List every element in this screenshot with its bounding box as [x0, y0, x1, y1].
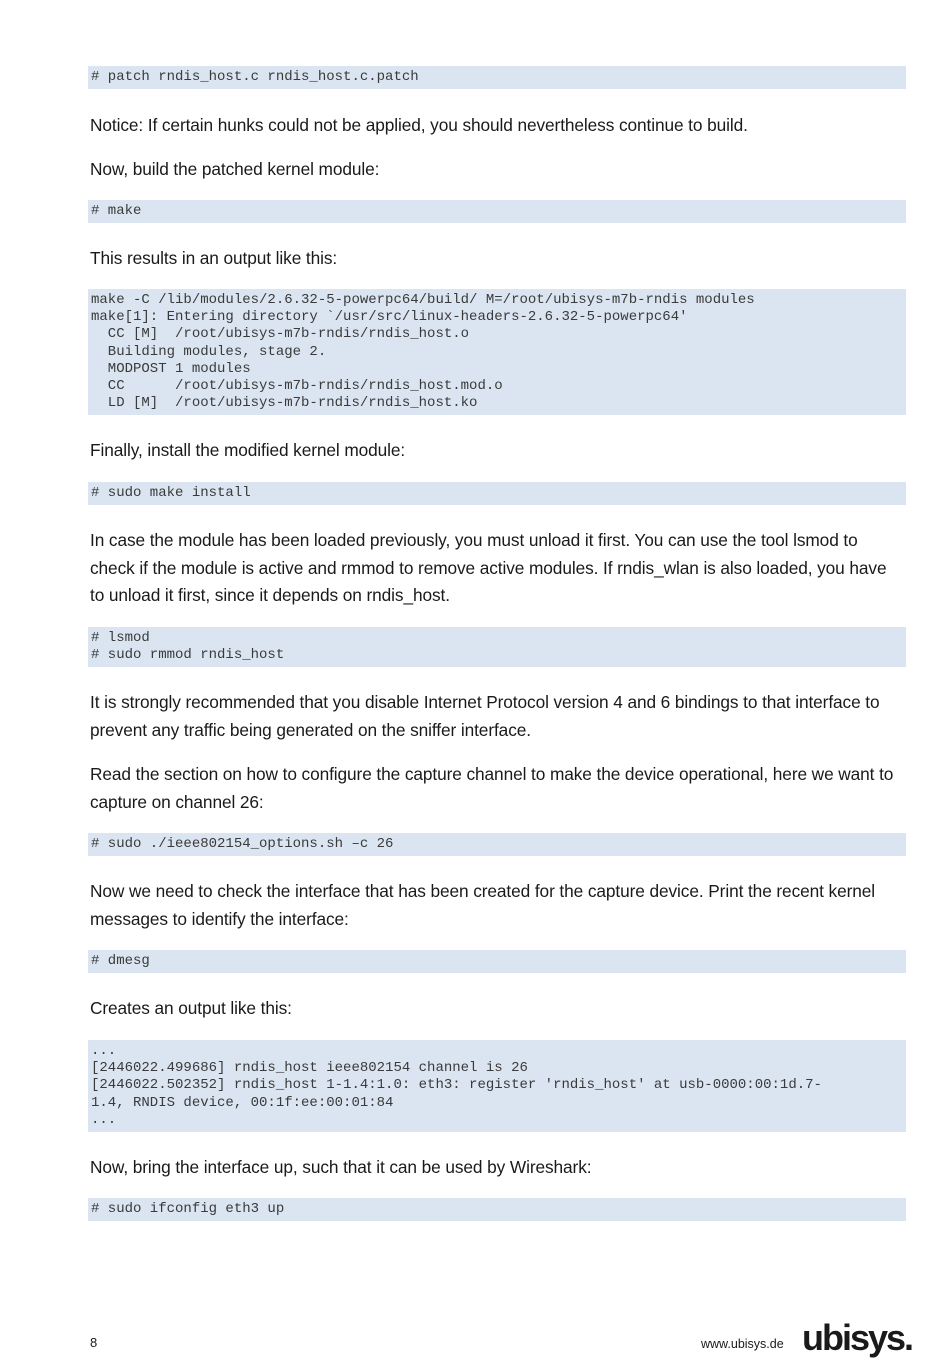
- code-block: # dmesg: [88, 950, 906, 973]
- code-block: # make: [88, 200, 906, 223]
- code-block: make -C /lib/modules/2.6.32-5-powerpc64/build/ M=/root/ubisys-m7b-rndis modules make[1]: Entering directory `/usr/src/linux-headers-2.6.32-5-powerpc64' CC [M] /root/ubisys-m7b-rndis/rndis_host.o Building modules, stage 2. MODPOST 1 modules CC /root/ubisys-m7b-rndis/rndis_host.mod.o LD [M] /root/ubisys-m7b-rndis/rndis_host.ko: [88, 289, 906, 415]
- code-block: # sudo make install: [88, 482, 906, 505]
- paragraph: Creates an output like this:: [90, 998, 292, 1018]
- code-block: # sudo ./ieee802154_options.sh –c 26: [88, 833, 906, 856]
- code-block: ... [2446022.499686] rndis_host ieee802154 channel is 26 [2446022.502352] rndis_host 1-1.4:1.0: eth3: register 'rndis_host' at usb-0000:00:1d.7- 1.4, RNDIS device, 00:1f:ee:00:01:84 ...: [88, 1040, 906, 1132]
- paragraph: Finally, install the modified kernel module:: [90, 440, 406, 460]
- paragraph: Now, bring the interface up, such that it can be used by Wireshark:: [90, 1157, 592, 1177]
- code-block: # lsmod # sudo rmmod rndis_host: [88, 627, 906, 667]
- paragraph: It is strongly recommended that you disable Internet Protocol version 4 and 6 bindings to that interface to prevent any traffic being generated on the sniffer interface.: [90, 692, 880, 740]
- code-block: # sudo ifconfig eth3 up: [88, 1198, 906, 1221]
- paragraph: Now we need to check the interface that has been created for the capture device. Print the recent kernel messages to identify the interface:: [90, 881, 876, 929]
- paragraph: Now, build the patched kernel module:: [90, 159, 380, 179]
- ubisys-logo-text: ubisys.: [802, 1317, 913, 1358]
- footer-url[interactable]: www.ubisys.de: [701, 1337, 784, 1351]
- paragraph: Read the section on how to configure the capture channel to make the device operational, here we want to capture on channel 26:: [90, 764, 894, 812]
- paragraph: In case the module has been loaded previously, you must unload it first. You can use the tool lsmod to check if the module is active and rmmod to remove active modules. If rndis_wlan is also loaded, you have to unload it first, since it depends on rndis_host.: [90, 530, 887, 605]
- code-block: # patch rndis_host.c rndis_host.c.patch: [88, 66, 906, 89]
- ubisys-logo: [800, 1317, 913, 1360]
- paragraph: This results in an output like this:: [90, 248, 338, 268]
- paragraph: Notice: If certain hunks could not be applied, you should nevertheless continue to build.: [90, 115, 748, 135]
- page-number: 8: [90, 1335, 98, 1350]
